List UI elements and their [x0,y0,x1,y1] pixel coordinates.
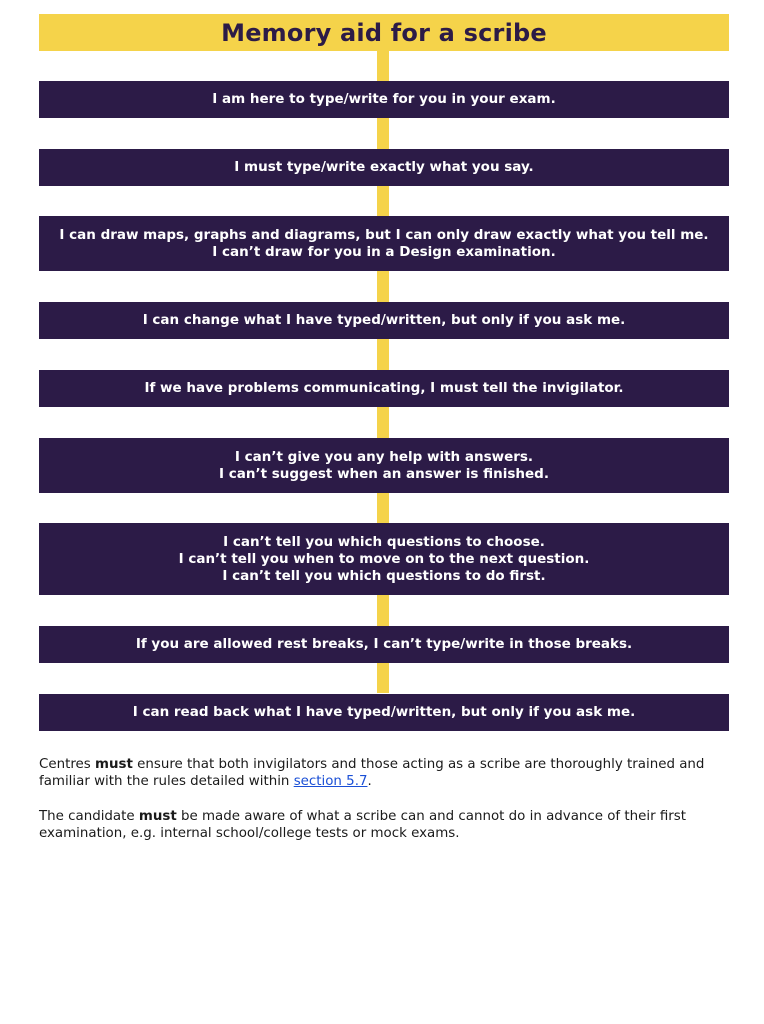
instruction-line [235,449,533,466]
candidate-awareness-paragraph [39,808,729,842]
text-run: I [178,550,189,567]
text-run: I [219,465,229,482]
text-run: Centres [39,757,96,772]
instruction-box-1 [39,81,729,118]
instruction-line [212,91,555,108]
text-run: what you tell me. [571,226,709,243]
text-run: ensure that both invigilators and those acting as a scribe are thoroughly trained and familiar with the rules detailed within [39,757,705,789]
text-run: if you ask me. [513,312,626,328]
emphasis-text: exactly [516,226,572,243]
text-run: . [367,774,372,789]
text-run: suggest when an answer is finished. [267,465,549,482]
emphasis-text: can’t [221,243,261,260]
text-run: tell you when to move on to the next question. [226,550,590,567]
instruction-box-6 [39,438,729,493]
emphasis-text: must [138,809,177,824]
emphasis-text: can’t [228,465,268,482]
page-title: Memory aid for a scribe [39,14,729,51]
instruction-box-9 [39,694,729,731]
instruction-line [223,534,545,551]
text-run: I can change what I have typed/written, but [142,312,482,328]
instruction-line [179,551,590,568]
text-run: I can read back what I have typed/written, but [132,704,492,720]
text-run: tell you which questions to choose. [271,533,545,550]
text-run: I can draw maps, graphs and diagrams, but I can only draw [59,226,517,243]
emphasis-text: only [481,312,514,328]
emphasis-text: must [439,380,479,396]
emphasis-text: only [491,704,524,720]
text-run: I am here to type/write for you in your exam. [212,91,556,107]
instruction-box-4 [39,302,729,339]
emphasis-text: can’t [232,567,271,584]
text-run: give you any help with answers. [282,448,534,465]
text-run: I must type/write [234,159,370,175]
text-run: I [223,533,233,550]
text-run: I [234,448,245,465]
emphasis-text: exactly [369,159,425,175]
text-run: what you say. [424,159,534,175]
text-run: I [212,243,222,260]
instruction-box-5 [39,370,729,407]
text-run: type/write in those breaks. [421,636,633,652]
instruction-line [133,704,635,721]
text-run: be made aware of what a scribe can and cannot do in advance of their first examination, e.g. internal school/college tests or mock exams. [39,809,687,841]
emphasis-text: must [95,757,133,772]
emphasis-text: can’t [383,636,422,652]
text-run: I [222,567,233,584]
instruction-line [234,159,533,176]
instruction-line [59,227,708,244]
text-run: If you are allowed rest breaks, I [135,636,384,652]
instruction-line [222,568,545,585]
text-run: tell you which questions to do first. [270,567,546,584]
instruction-line [143,312,626,329]
text-run: draw for you in a Design examination. [260,243,556,260]
instruction-box-8 [39,626,729,663]
instruction-box-7 [39,523,729,595]
instruction-line [219,466,549,483]
text-run: If we have problems communicating, I [144,380,440,396]
training-paragraph [39,756,729,790]
instruction-box-2 [39,149,729,186]
instruction-line [136,636,632,653]
instruction-line [212,244,555,261]
instruction-box-3 [39,216,729,271]
emphasis-text: can’t [232,533,272,550]
instruction-line [144,380,623,397]
emphasis-text: can’t [188,550,227,567]
text-run: if you ask me. [523,704,636,720]
section-link[interactable]: section 5.7 [293,774,368,789]
text-run: tell the invigilator. [478,380,624,396]
text-run: The candidate [39,809,139,824]
emphasis-text: can’t [244,448,283,465]
